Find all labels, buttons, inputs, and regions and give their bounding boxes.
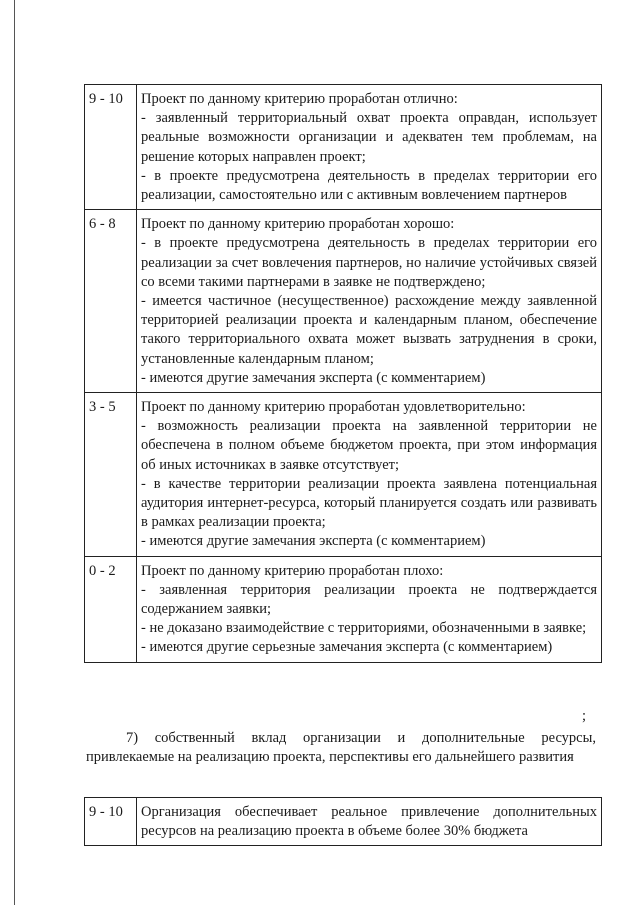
criteria-description [137,210,602,393]
score-range: 9 - 10 [85,85,137,210]
criteria-description [137,85,602,210]
criteria-item: - имеются другие замечания эксперта (с комментарием) [141,369,486,386]
criteria-item: - возможность реализации проекта на заявленной территории не обеспечена в полном объеме бюджетом проекта, при этом информация об иных источниках в заявке отсутствует; [141,418,597,473]
criteria-table-contribution [84,797,602,846]
criteria-description [137,393,602,557]
criteria-title: Проект по данному критерию проработан удовлетворительно: [141,399,526,416]
semicolon-mark: ; [582,708,587,724]
score-range: 0 - 2 [85,556,137,662]
table-row [85,85,602,210]
score-range: 6 - 8 [85,210,137,393]
table-row [85,798,602,846]
section-paragraph: 7) собственный вклад организации и дополнительные ресурсы, привлекаемые на реализацию проекта, перспективы его дальнейшего развития [86,730,596,766]
criteria-item: - имеются другие замечания эксперта (с комментарием) [141,533,486,550]
criteria-title: Проект по данному критерию проработан плохо: [141,562,444,579]
table-row [85,556,602,662]
page-left-border [14,0,15,905]
table-row [85,210,602,393]
criteria-table-territory [84,84,602,663]
criteria-item: - заявленный территориальный охват проекта оправдан, использует реальные возможности организации и адекватен тем проблемам, на решение которых направлен проект; [141,110,597,165]
criteria-description [137,556,602,662]
score-range: 3 - 5 [85,393,137,557]
criteria-item: - в качестве территории реализации проекта заявлена потенциальная аудитория интернет-ресурса, который планируется создать или развивать в рамках реализации проекта; [141,475,597,531]
criteria-title: Проект по данному критерию проработан отлично: [141,91,458,107]
table-row [85,393,602,557]
criteria-item: - в проекте предусмотрена деятельность в пределах территории его реализации за счет вовлечения партнеров, но наличие устойчивых связей со всеми такими партнерами в заявке не подтверждено; [141,235,597,290]
criteria-item: - заявленная территория реализации проекта не подтверждается содержанием заявки; [141,581,597,618]
criteria-item: - не доказано взаимодействие с территориями, обозначенными в заявке; [141,620,587,637]
criteria-item: - имеются другие серьезные замечания эксперта (с комментарием) [141,639,553,656]
criteria-title: Проект по данному критерию проработан хорошо: [141,216,455,233]
criteria-item: - имеется частичное (несущественное) расхождение между заявленной территорией реализации проекта и календарным планом, обеспечение такого территориального охвата может вызвать затруднения в сроки, установленные календарным планом; [141,293,597,367]
criteria-description: Организация обеспечивает реальное привлечение дополнительных ресурсов на реализацию проекта в объеме более 30% бюджета [137,798,602,846]
criteria-item: - в проекте предусмотрена деятельность в пределах территории его реализации, самостоятельно или с активным вовлечением партнеров [141,167,597,204]
score-range: 9 - 10 [85,798,137,846]
